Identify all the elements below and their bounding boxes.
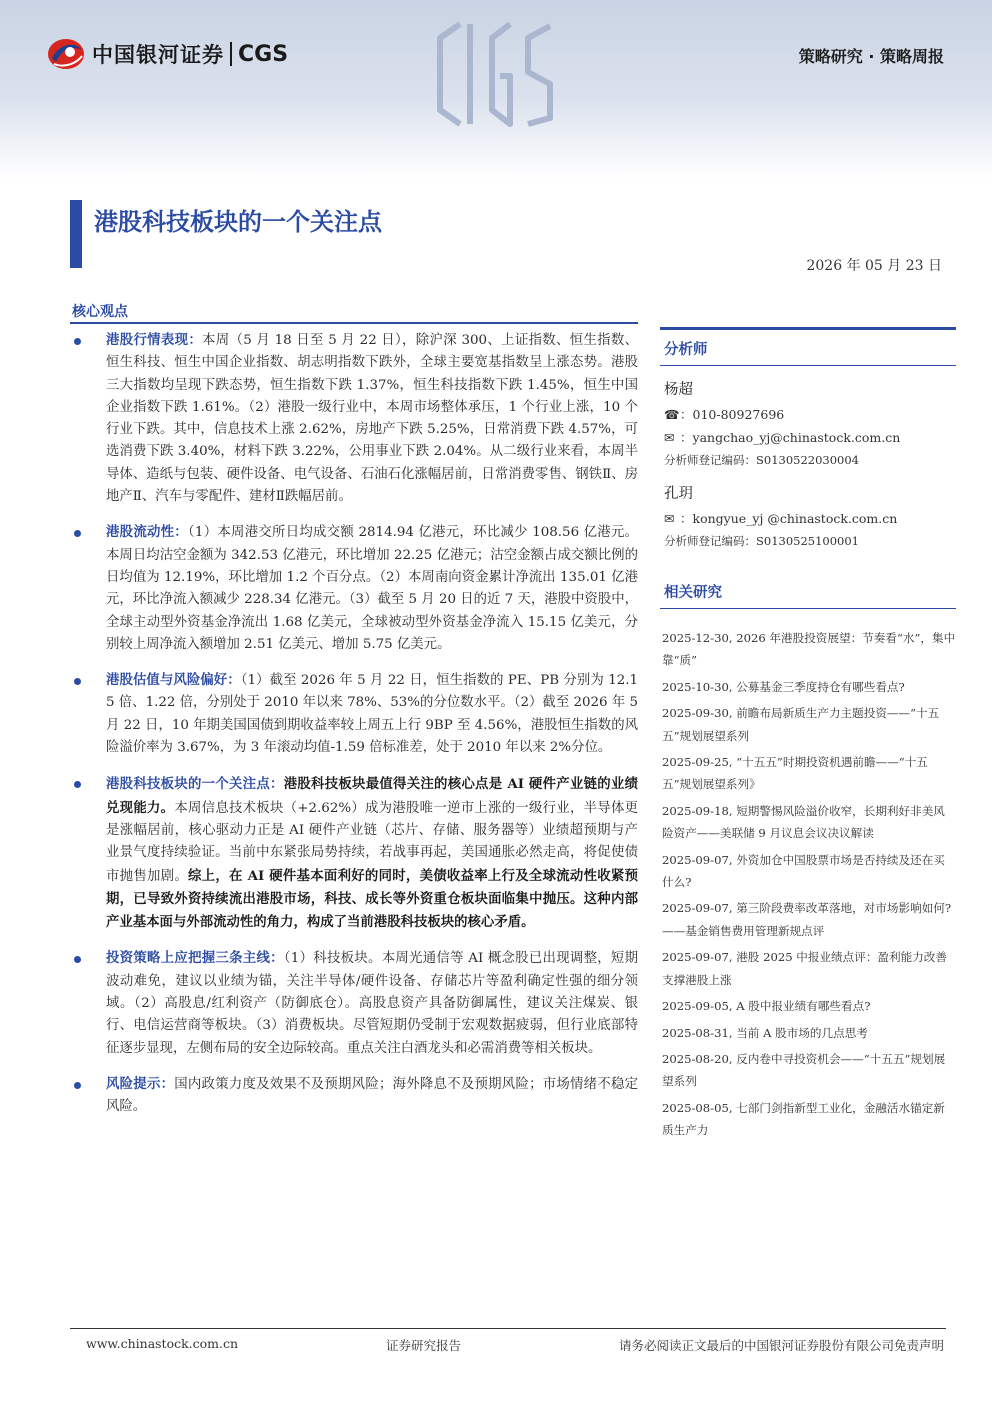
related-research-item[interactable]: 2025-09-07, 第三阶段费率改革落地，对市场影响如何? ——基金销售费用管理新规点评 [662,901,952,938]
bullet-market-performance [70,330,638,508]
footer-divider [70,1328,946,1329]
bullet-dot [74,338,81,345]
mail-icon: ✉ [664,511,675,526]
bullet-emphasis: 港股科技板块最值得关注的核心点是 AI 硬件产业链的业绩兑现能力。 [106,776,639,816]
bullet-body: 本周信息技术板块（+2.62%）成为港股唯一逆市上涨的一级行业，半导体更是涨幅居前，核心驱动力正是 AI 硬件产业链（芯片、存储、服务器等）业绩超预期与产业景气度持续验证。当前中东紧张局势持续，若战事再起，美国通胀必然走高，将促使债市抛售加剧。 [106,800,638,884]
bullet-dot [74,956,81,963]
sidebar [660,327,956,1146]
related-research-list [660,627,956,1142]
brand-name-en: CGS [238,41,289,67]
core-views-list [70,330,638,1133]
bullet-tech-focus [70,773,638,934]
core-views-label: 核心观点 [72,304,128,320]
bullet-dot [74,781,81,788]
analyst-name: 杨超 [664,382,693,398]
bullet-body: （1）本周港交所日均成交额 2814.94 亿港元，环比减少 108.56 亿港元。本周日均沽空金额为 342.53 亿港元，环比增加 22.25 亿港元；沽空金额占成交额比例的日均值为 12.19%，环比增加 1.2 个百分点。（2）本周南向资金累计净流出 135.01 亿港元，环比净流入额减少 228.34 亿港元。（3）截至 5 月 20 日的近 7 天，港股中资股中，全球主动型外资基金净流出 1.68 亿美元，全球被动型外资基金净流入 15.15 亿美元，分别较上周净流入额增加 2.51 亿美元、增加 5.75 亿美元。 [106,525,638,652]
bullet-lead: 港股流动性： [106,525,188,541]
analyst-phone-value: 010-80927696 [692,407,785,422]
analyst-phone: ☎：010-80927696 [664,407,785,422]
footer-doc-type: 证券研究报告 [386,1338,462,1353]
bullet-dot [74,678,81,685]
bullet-dot [74,530,81,537]
analyst-email: ✉ ：kongyue_yj @chinastock.com.cn [664,511,898,526]
bullet-strategy [70,948,638,1059]
report-type: 策略研究 · 策略周报 [798,47,944,66]
related-research-item[interactable]: 2025-09-07, 港股 2025 中报业绩点评：盈利能力改善支撑港股上涨 [662,950,947,987]
related-research-item[interactable]: 2025-09-07, 外资加仓中国股票市场是否持续及还在买什么? [662,852,945,890]
logo-divider [230,42,232,66]
footer-disclaimer: 请务必阅读正文最后的中国银河证券股份有限公司免责声明 [618,1338,944,1353]
bullet-body: 国内政策力度及效果不及预期风险；海外降息不及预期风险；市场情绪不稳定风险。 [106,1076,639,1115]
related-research-item[interactable]: 2025-08-20, 反内卷中寻投资机会——“十五五”规划展望系列 [662,1051,946,1089]
footer-website[interactable]: www.chinastock.com.cn [86,1336,239,1351]
related-research-heading: 相关研究 [660,575,956,609]
related-research-item[interactable]: 2025-09-25, “十五五”时期投资机遇前瞻——“十五五”规划展望系列》 [662,755,928,792]
related-research-item[interactable]: 2025-10-30, 公募基金三季度持仓有哪些看点? [662,679,905,694]
bullet-dot [74,1082,81,1089]
analyst-registration: 分析师登记编码：S0130522030004 [664,453,859,467]
analyst-name: 孔玥 [664,486,693,502]
bullet-body: 本周（5 月 18 日至 5 月 22 日），除沪深 300、上证指数、恒生指数、恒生科技、恒生中国企业指数、胡志明指数下跌外，全球主要宽基指数呈上涨态势。港股三大指数均呈现下跌态势，恒生指数下跌 1.37%，恒生科技指数下跌 1.45%，恒生中国企业指数下跌 1.61%。（2）港股一级行业中，本周市场整体承压，1 个行业上涨，10 个行业下跌。其中，信息技术上涨 2.62%，房地产下跌 5.25%，日常消费下跌 4.57%，可选消费下跌 3.40%，材料下跌 3.22%，公用事业下跌 2.04%。从二级行业来看，本周半导体、造纸与包装、硬件设备、电气设备、石油石化涨幅居前，日常消费零售、钢铁Ⅱ、房地产Ⅱ、汽车与零配件、建材Ⅱ跌幅居前。 [106,333,638,505]
related-research-item[interactable]: 2025-12-30, 2026 年港股投资展望：节奏看“水”，集中靠“质” [662,631,956,668]
related-research-item[interactable]: 2025-08-31, 当前 A 股市场的几点思考 [662,1025,868,1040]
related-research-item[interactable]: 2025-08-05, 七部门剑指新型工业化，金融活水锚定新质生产力 [662,1100,945,1138]
brand-logo [46,36,288,72]
core-views-divider [70,322,638,324]
bullet-liquidity [70,522,638,656]
analyst-registration: 分析师登记编码：S0130525100001 [664,534,859,548]
phone-icon: ☎ [664,407,680,422]
analyst-email-link[interactable]: yangchao_yj@chinastock.com.cn [692,430,901,445]
related-research-item[interactable]: 2025-09-05, A 股中报业绩有哪些看点? [662,999,871,1014]
bullet-lead: 投资策略上应把握三条主线： [106,951,284,967]
analyst-email-link[interactable]: kongyue_yj @chinastock.com.cn [692,511,898,526]
bullet-lead: 港股行情表现： [106,333,203,348]
report-date: 2026 年 05 月 23 日 [806,258,942,274]
mail-icon: ✉ [664,430,675,445]
bullet-body: （1）科技板块。本周光通信等 AI 概念股已出现调整，短期波动难免，建议以业绩为锚，关注半导体/硬件设备、存储芯片等盈利确定性强的细分领域。（2）高股息/红利资产（防御底仓）。高股息资产具备防御属性，建议关注煤炭、银行、电信运营商等板块。（3）消费板块。尽管短期仍受制于宏观数据疲弱，但行业底部特征逐步显现，左侧布局的安全边际较高。重点关注白酒龙头和必需消费等相关板块。 [106,951,638,1056]
cgs-watermark-icon [430,14,560,134]
analyst-heading: 分析师 [660,330,956,366]
bullet-risk [70,1074,638,1119]
related-research-item[interactable]: 2025-09-30, 前瞻布局新质生产力主题投资——“十五五”规划展望系列 [662,706,940,743]
bullet-body: （1）截至 2026 年 5 月 22 日，恒生指数的 PE、PB 分别为 12.15 倍、1.22 倍，分别处于 2010 年以来 78%、53%的分位数水平。（2）截至 2026 年 5 月 22 日，10 年期美国国债到期收益率较上周五上行 9BP 至 4.56%，港股恒生指数的风险溢价率为 3.67%，为 3 年滚动均值-1.59 倍标准差，处于 2010 年以来 2%分位。 [106,673,639,756]
bullet-valuation [70,670,638,759]
related-research-item[interactable]: 2025-09-18, 短期警惕风险溢价收窄，长期利好非美风险资产——美联储 9 月议息会议决议解读 [662,803,945,841]
title-accent-bar [70,200,82,268]
galaxy-logo-icon [46,36,86,72]
bullet-lead: 港股估值与风险偏好： [106,673,241,689]
bullet-lead: 风险提示： [106,1076,175,1092]
report-title: 港股科技板块的一个关注点 [94,208,382,236]
bullet-emphasis: 综上，在 AI 硬件基本面利好的同时，美债收益率上行及全球流动性收紧预期，已导致外资持续流出港股市场，科技、成长等外资重仓板块面临集中抛压。这种内部产业基本面与外部流动性的角力，构成了当前港股科技板块的核心矛盾。 [106,867,638,931]
bullet-lead: 港股科技板块的一个关注点： [106,777,284,793]
analyst-email: ✉ ：yangchao_yj@chinastock.com.cn [664,430,901,445]
brand-name-cn: 中国银河证券 [92,43,224,67]
